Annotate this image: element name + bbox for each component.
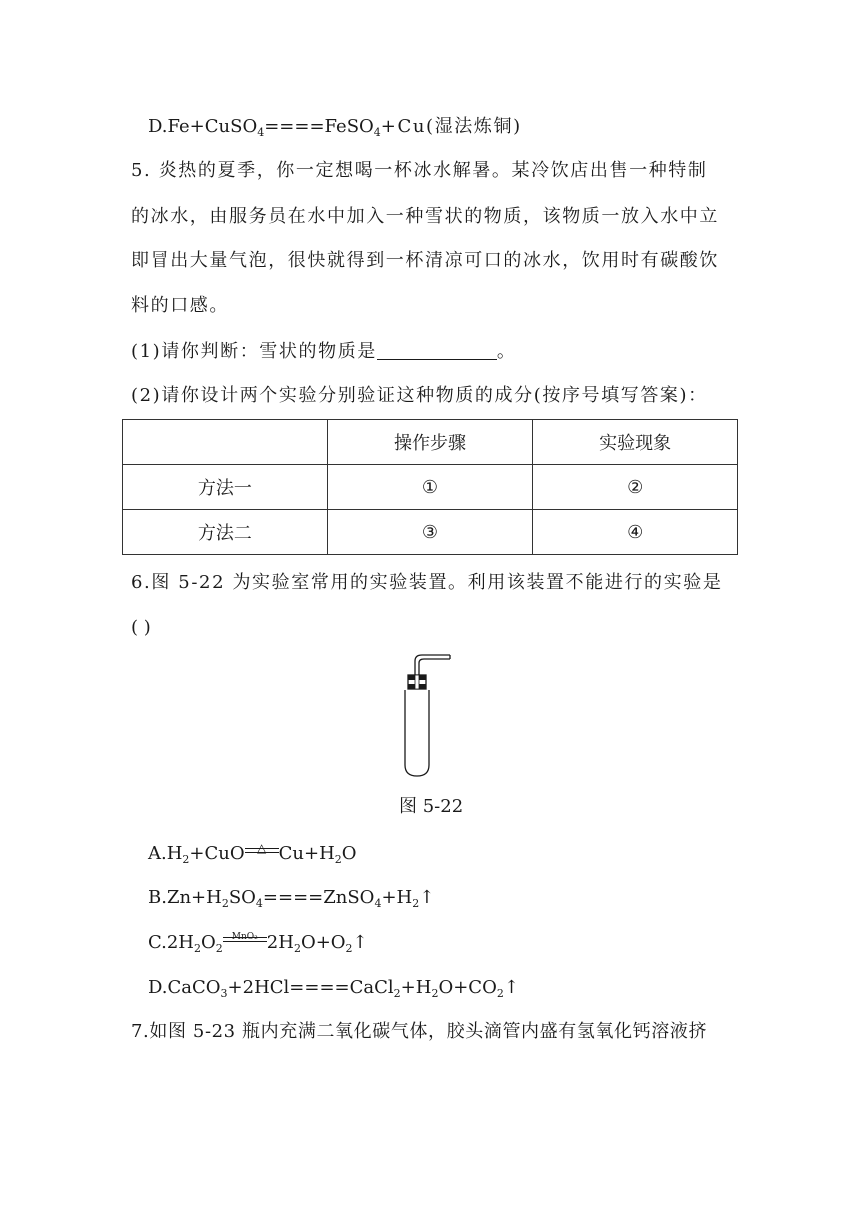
catalyst-label: MnO₂	[231, 932, 258, 942]
table-row	[123, 465, 738, 510]
q6-answer-paren: ( )	[131, 617, 151, 638]
table-header-cell: 实验现象	[533, 420, 738, 465]
q5-stem-line-2: 的冰水，由服务员在水中加入一种雪状的物质，该物质一放入水中立	[131, 206, 719, 227]
q5-stem-line-1: 5. 炎热的夏季，你一定想喝一杯冰水解暑。某冷饮店出售一种特制	[131, 160, 708, 181]
table-cell: 方法一	[123, 465, 328, 510]
experiment-table	[122, 419, 738, 555]
q5-subquestion-1: (1)请你判断：雪状的物质是 。	[131, 341, 517, 362]
q5-stem-line-3: 即冒出大量气泡，很快就得到一杯清凉可口的冰水，饮用时有碳酸饮	[131, 250, 719, 271]
figure-caption: 图 5-22	[399, 796, 464, 817]
table-cell: ④	[533, 510, 738, 555]
q6-stem: 6.图 5-22 为实验室常用的实验装置。利用该装置不能进行的实验是	[131, 572, 723, 593]
heat-symbol: △	[257, 841, 267, 855]
q6-option-d: $D.CaCO_3+2HCl====CaCl_2+H_2O+CO_2↑$	[148, 977, 519, 1000]
q5-subquestion-2: (2)请你设计两个实验分别验证这种物质的成分(按序号填写答案)：	[131, 385, 708, 406]
q6-option-a: $A.H_2+CuO$ △ $Cu+H_2O$	[148, 841, 357, 866]
table-header-cell	[123, 420, 328, 465]
table-header-row	[123, 420, 738, 465]
q6-option-b: $B.Zn+H_2SO_4====ZnSO_4+H_2↑$	[148, 887, 435, 910]
test-tube-figure	[395, 648, 465, 780]
table-cell: ②	[533, 465, 738, 510]
table-cell: ③	[327, 510, 533, 555]
answer-blank	[377, 341, 497, 360]
q5-stem-line-4: 料的口感。	[131, 295, 229, 316]
table-cell: ①	[327, 465, 533, 510]
q7-stem: 7.如图 5-23 瓶内充满二氧化碳气体，胶头滴管内盛有氢氧化钙溶液挤	[131, 1021, 708, 1042]
q4-option-d: D.Fe+CuSO$_4$====FeSO$_4$+Cu(湿法炼铜)	[148, 116, 522, 139]
q6-option-c: $C.2H_2O_2$ MnO₂ $2H_2O+O_2↑$	[148, 932, 368, 955]
table-header-cell: 操作步骤	[327, 420, 533, 465]
table-row	[123, 510, 738, 555]
table-cell: 方法二	[123, 510, 328, 555]
